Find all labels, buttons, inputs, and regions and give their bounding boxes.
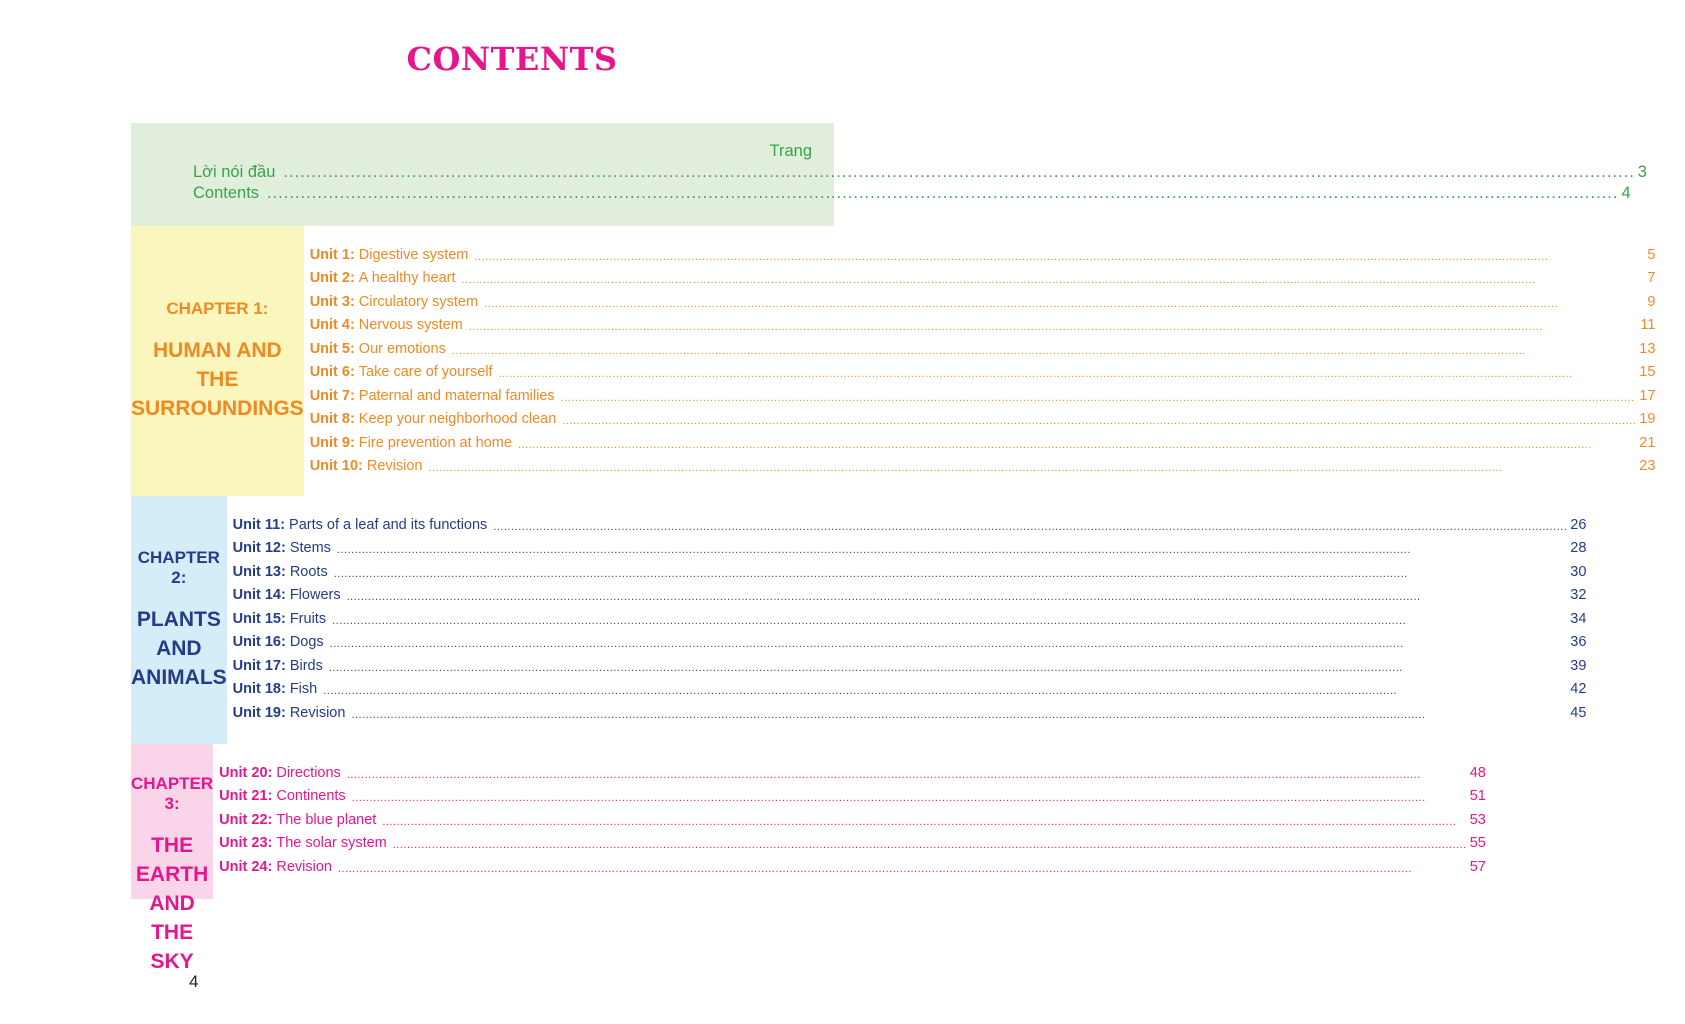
unit-page-number: 57 (1469, 858, 1486, 875)
dot-leader (267, 183, 1618, 204)
toc-unit-row[interactable] (310, 337, 1656, 361)
chapter-1-unit-list (304, 226, 1685, 496)
chapter-name-line: SURROUNDINGS (131, 397, 304, 420)
dot-leader (283, 162, 1634, 183)
dot-leader (462, 274, 1639, 286)
unit-page-number: 32 (1570, 587, 1587, 604)
unit-number: Unit 19: (232, 704, 286, 721)
unit-page-number: 28 (1570, 540, 1587, 557)
unit-title: Roots (289, 563, 328, 580)
unit-page-number: 5 (1647, 246, 1656, 263)
unit-title: Dogs (289, 634, 324, 651)
unit-number: Unit 14: (232, 587, 286, 604)
unit-title: Stems (289, 540, 331, 557)
chapter-3-section (131, 744, 1486, 973)
chapter-name-line: THE EARTH (135, 834, 209, 886)
dot-leader (351, 709, 1567, 721)
unit-number: Unit 23: (219, 835, 273, 852)
chapter-1-section (131, 226, 1656, 496)
unit-number: Unit 9: (309, 434, 355, 451)
toc-unit-row[interactable] (219, 785, 1486, 809)
dot-leader (334, 568, 1568, 580)
toc-unit-row[interactable] (233, 701, 1587, 725)
chapter-2-unit-list (227, 496, 1617, 744)
toc-unit-row[interactable] (233, 584, 1587, 608)
unit-title: Paternal and maternal families (358, 387, 555, 404)
dot-leader (499, 368, 1637, 380)
unit-page-number: 48 (1469, 764, 1486, 781)
toc-unit-row[interactable] (310, 267, 1656, 291)
unit-title: Take care of yourself (358, 364, 493, 381)
unit-number: Unit 13: (232, 563, 286, 580)
unit-page-number: 30 (1570, 563, 1587, 580)
unit-page-number: 34 (1570, 610, 1587, 627)
dot-leader (393, 839, 1467, 851)
unit-title: Circulatory system (358, 293, 479, 310)
intro-row-contents[interactable] (193, 183, 1631, 204)
unit-title: Nervous system (358, 317, 463, 334)
unit-title: Revision (276, 858, 332, 875)
unit-page-number: 39 (1570, 657, 1587, 674)
intro-row-page: 3 (1637, 163, 1647, 181)
unit-number: Unit 22: (219, 811, 273, 828)
unit-number: Unit 11: (232, 516, 286, 533)
unit-title: The blue planet (276, 811, 377, 828)
unit-title: Directions (276, 764, 341, 781)
unit-title: Fire prevention at home (358, 434, 512, 451)
unit-page-number: 53 (1469, 811, 1486, 828)
unit-title: Keep your neighborhood clean (358, 411, 557, 428)
dot-leader (332, 615, 1567, 627)
dot-leader (352, 792, 1467, 804)
dot-leader (330, 638, 1568, 650)
unit-title: Fish (289, 681, 318, 698)
unit-page-number: 17 (1639, 387, 1656, 404)
dot-leader (518, 439, 1636, 451)
dot-leader (337, 544, 1567, 556)
unit-page-number: 42 (1570, 681, 1587, 698)
unit-number: Unit 18: (232, 681, 286, 698)
unit-title: Parts of a leaf and its functions (289, 516, 488, 533)
unit-title: Flowers (289, 587, 341, 604)
unit-page-number: 36 (1570, 634, 1587, 651)
unit-page-number: 19 (1639, 411, 1656, 428)
toc-unit-row[interactable] (219, 832, 1486, 856)
unit-page-number: 26 (1570, 516, 1587, 533)
dot-leader (474, 251, 1638, 263)
chapter-3-unit-list (213, 744, 1516, 899)
dot-leader (347, 591, 1568, 603)
unit-number: Unit 8: (309, 411, 355, 428)
toc-unit-row[interactable] (310, 455, 1656, 479)
unit-number: Unit 15: (232, 610, 286, 627)
dot-leader (382, 816, 1466, 828)
unit-title: Birds (289, 657, 323, 674)
chapter-name-line: AND ANIMALS (131, 637, 227, 689)
dot-leader (562, 415, 1636, 427)
toc-unit-row[interactable] (233, 537, 1587, 561)
intro-row-label: Contents (193, 184, 260, 202)
chapter-name-line: AND THE SKY (149, 892, 195, 973)
dot-leader (347, 769, 1467, 781)
chapter-label: CHAPTER 3: (131, 774, 214, 813)
dot-leader (323, 685, 1567, 697)
unit-number: Unit 1: (309, 246, 355, 263)
dot-leader (493, 521, 1567, 533)
dot-leader (428, 462, 1636, 474)
unit-number: Unit 6: (309, 364, 355, 381)
unit-page-number: 9 (1647, 293, 1656, 310)
intro-row-label: Lời nói đầu (193, 163, 276, 181)
toc-unit-row[interactable] (233, 631, 1587, 655)
toc-unit-row[interactable] (310, 314, 1656, 338)
chapter-1-header (131, 226, 304, 496)
toc-unit-row[interactable] (219, 808, 1486, 832)
unit-title: Fruits (289, 610, 327, 627)
dot-leader (484, 298, 1638, 310)
unit-title: Digestive system (358, 246, 469, 263)
unit-page-number: 51 (1469, 788, 1486, 805)
toc-unit-row[interactable] (219, 855, 1486, 879)
chapter-2-header (131, 496, 227, 744)
intro-row-page: 4 (1621, 184, 1631, 202)
unit-number: Unit 4: (309, 317, 355, 334)
unit-title: Continents (276, 788, 346, 805)
toc-unit-row[interactable] (310, 384, 1656, 408)
dot-leader (469, 321, 1638, 333)
toc-unit-row[interactable] (310, 408, 1656, 432)
unit-title: Revision (366, 458, 423, 475)
unit-number: Unit 7: (309, 387, 355, 404)
toc-unit-row[interactable] (310, 290, 1656, 314)
toc-unit-row[interactable] (310, 243, 1656, 267)
unit-page-number: 11 (1640, 317, 1656, 334)
unit-number: Unit 21: (219, 788, 273, 805)
unit-number: Unit 10: (309, 458, 363, 475)
trang-label: Trang (769, 142, 812, 160)
unit-title: The solar system (276, 835, 387, 852)
toc-unit-row[interactable] (233, 607, 1587, 631)
page-title: CONTENTS (406, 40, 618, 78)
toc-unit-row[interactable] (233, 678, 1587, 702)
chapter-label: CHAPTER 1: (166, 299, 269, 318)
page-number: 4 (189, 972, 199, 991)
unit-page-number: 21 (1639, 434, 1656, 451)
unit-page-number: 23 (1639, 458, 1656, 475)
unit-title: Our emotions (358, 340, 446, 357)
unit-page-number: 55 (1469, 835, 1486, 852)
unit-page-number: 15 (1639, 364, 1656, 381)
intro-section (131, 123, 1647, 226)
unit-number: Unit 12: (232, 540, 286, 557)
unit-number: Unit 5: (309, 340, 355, 357)
unit-number: Unit 2: (309, 270, 355, 287)
unit-page-number: 13 (1639, 340, 1656, 357)
unit-page-number: 7 (1647, 270, 1656, 287)
unit-page-number: 45 (1570, 704, 1587, 721)
dot-leader (338, 863, 1467, 875)
chapter-name-line: HUMAN AND THE (152, 339, 282, 391)
toc-unit-row[interactable] (233, 513, 1587, 537)
chapter-name-line: PLANTS (136, 608, 221, 631)
unit-number: Unit 20: (219, 764, 273, 781)
dot-leader (452, 345, 1636, 357)
unit-number: Unit 3: (309, 293, 355, 310)
chapter-label: CHAPTER 2: (137, 548, 220, 587)
chapter-3-header (131, 744, 214, 973)
intro-row-preface[interactable] (193, 162, 1647, 183)
unit-title: Revision (289, 704, 346, 721)
dot-leader (329, 662, 1567, 674)
toc-unit-row[interactable] (310, 361, 1656, 385)
unit-title: A healthy heart (358, 270, 456, 287)
toc-unit-row[interactable] (233, 654, 1587, 678)
dot-leader (561, 392, 1637, 404)
toc-unit-row[interactable] (219, 761, 1486, 785)
toc-unit-row[interactable] (310, 431, 1656, 455)
unit-number: Unit 17: (232, 657, 286, 674)
unit-number: Unit 24: (219, 858, 273, 875)
toc-unit-row[interactable] (233, 560, 1587, 584)
chapter-2-section (131, 496, 1587, 744)
unit-number: Unit 16: (232, 634, 286, 651)
